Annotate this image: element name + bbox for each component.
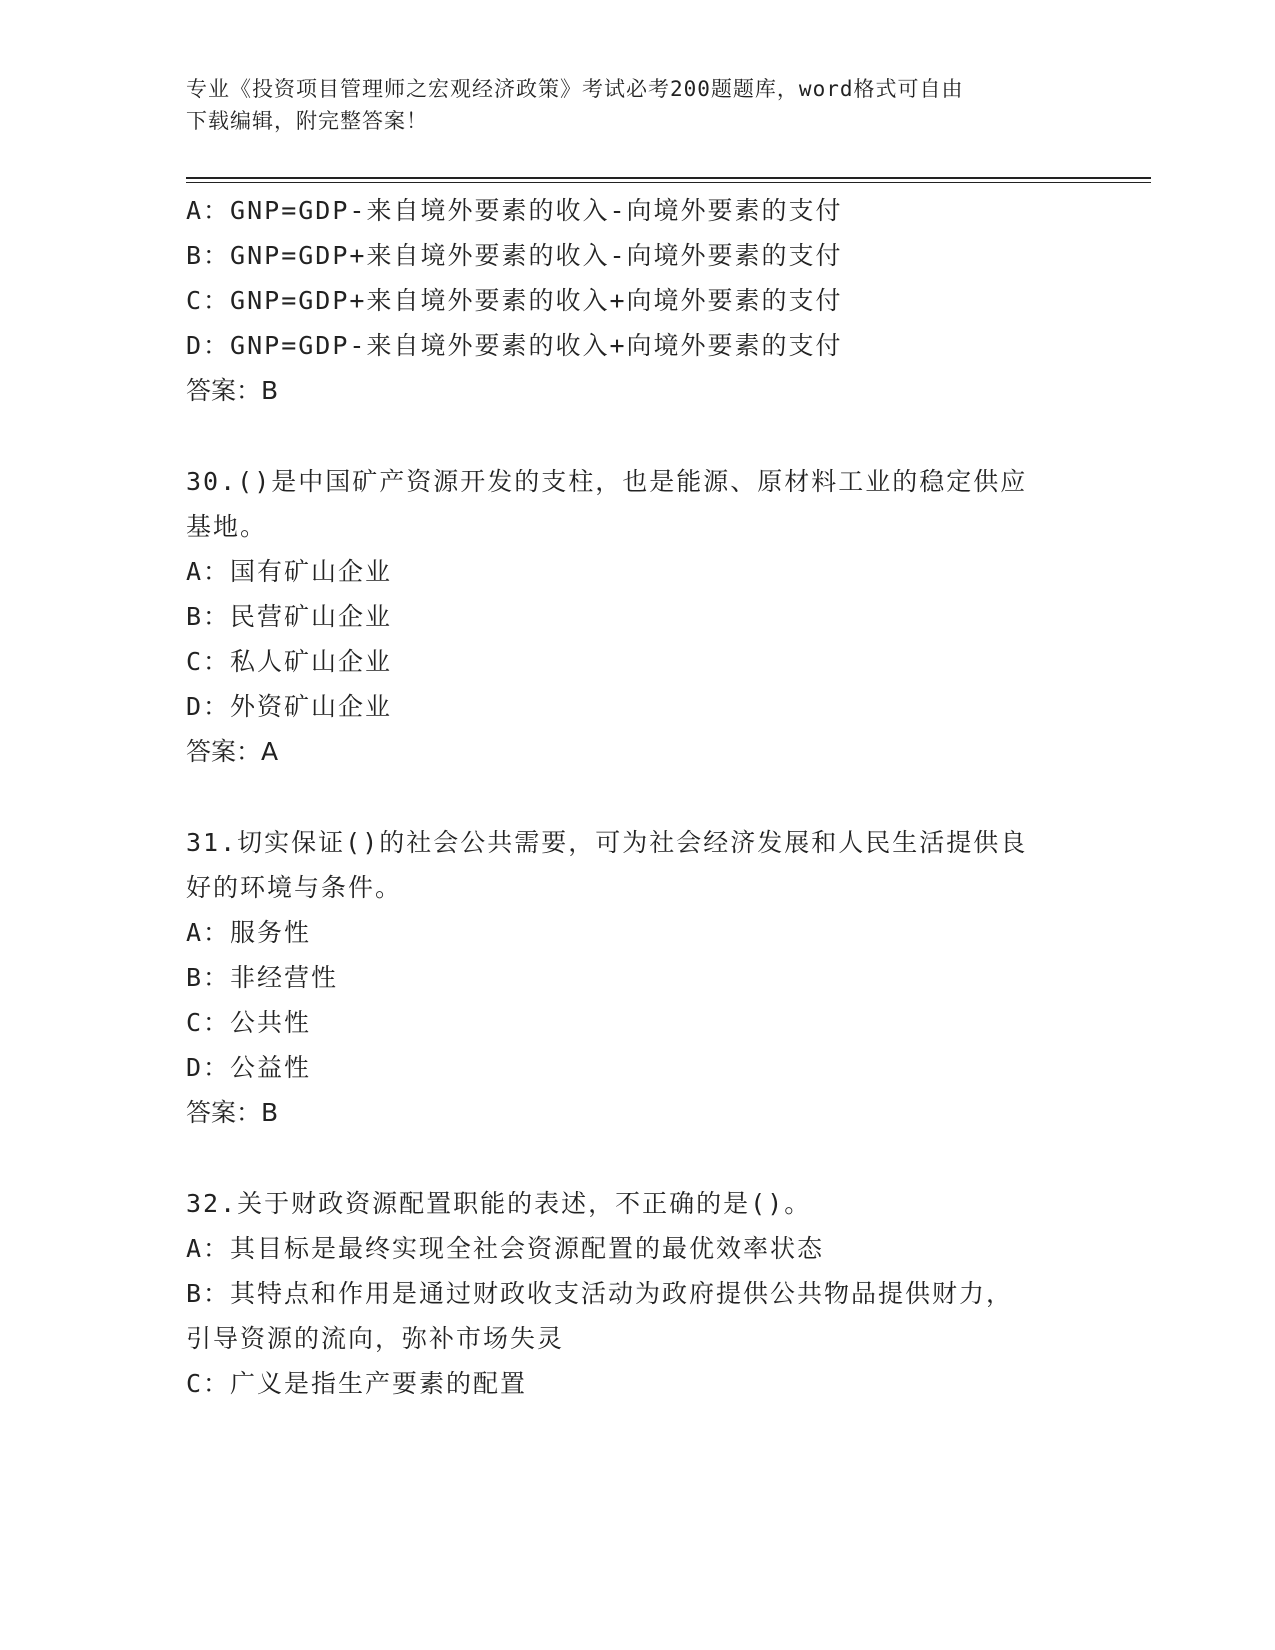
question-stem: 31.切实保证()的社会公共需要，可为社会经济发展和人民生活提供良	[186, 828, 1028, 857]
option-b: B：其特点和作用是通过财政收支活动为政府提供公共物品提供财力，	[186, 1279, 1014, 1308]
question-31	[186, 820, 1076, 1135]
option-c: C：广义是指生产要素的配置	[186, 1369, 528, 1398]
header-divider-thin	[186, 182, 1151, 183]
answer: 答案：B	[186, 376, 279, 405]
option-c: C：公共性	[186, 1008, 312, 1037]
header-line-2: 下载编辑，附完整答案！	[186, 109, 428, 133]
option-c: C：私人矿山企业	[186, 647, 393, 676]
option-d: D：GNP=GDP-来自境外要素的收入+向境外要素的支付	[186, 331, 843, 360]
answer: 答案：A	[186, 737, 279, 766]
spacer	[186, 413, 1076, 459]
answer: 答案：B	[186, 1098, 279, 1127]
option-d: D：外资矿山企业	[186, 692, 393, 721]
option-a: A：国有矿山企业	[186, 557, 393, 586]
document-header	[186, 73, 1066, 137]
question-stem: 32.关于财政资源配置职能的表述，不正确的是()。	[186, 1189, 812, 1218]
spacer	[186, 774, 1076, 820]
option-d: D：公益性	[186, 1053, 312, 1082]
option-a: A：其目标是最终实现全社会资源配置的最优效率状态	[186, 1234, 825, 1263]
question-list	[186, 188, 1076, 1406]
header-line-1: 专业《投资项目管理师之宏观经济政策》考试必考200题题库，word格式可自由	[186, 77, 964, 101]
option-b: B：民营矿山企业	[186, 602, 393, 631]
option-b-continued: 引导资源的流向，弥补市场失灵	[186, 1324, 565, 1353]
question-stem-continued: 好的环境与条件。	[186, 873, 403, 902]
question-stem-continued: 基地。	[186, 512, 268, 541]
option-c: C：GNP=GDP+来自境外要素的收入+向境外要素的支付	[186, 286, 843, 315]
header-divider-thick	[186, 177, 1151, 179]
question-32	[186, 1181, 1076, 1406]
question-stem: 30.()是中国矿产资源开发的支柱，也是能源、原材料工业的稳定供应	[186, 467, 1028, 496]
option-b: B：GNP=GDP+来自境外要素的收入-向境外要素的支付	[186, 241, 843, 270]
spacer	[186, 1135, 1076, 1181]
question-29	[186, 188, 1076, 413]
option-a: A：GNP=GDP-来自境外要素的收入-向境外要素的支付	[186, 196, 843, 225]
option-b: B：非经营性	[186, 963, 339, 992]
question-30	[186, 459, 1076, 774]
option-a: A：服务性	[186, 918, 312, 947]
